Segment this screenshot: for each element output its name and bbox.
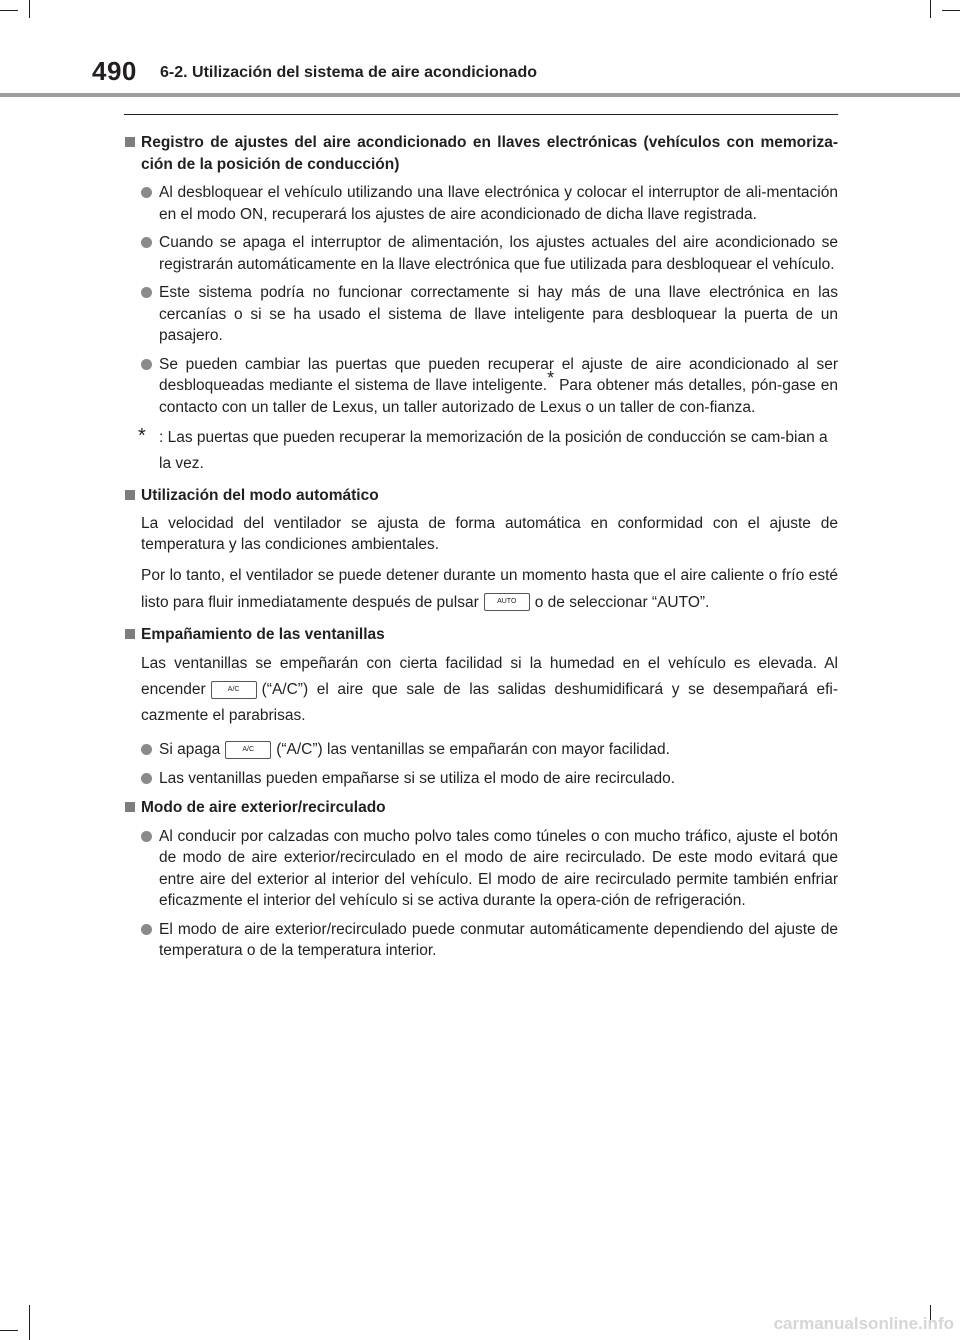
bullet-text: Las ventanillas pueden empañarse si se utiliza el modo de aire recirculado. [159, 769, 676, 787]
page-number: 490 [92, 56, 137, 86]
bullet-text: Al conducir por calzadas con mucho polvo tales como túneles o con mucho tráfico, ajuste el botón de modo de aire exterior/recirculado en el modo de aire recirculado. De este modo evitará que entre aire del exterior al interior del vehículo. El modo de aire recirculado permite también enfriar eficazmente el interior del vehículo si se activa durante la opera-ción de refrigeración. [159, 827, 838, 909]
paragraph-text: (“A/C”) el aire que sale de las salidas deshumidificará y se desempañará efi-cazmente el parabrisas. [141, 681, 838, 724]
heading-text: Modo de aire exterior/recirculado [141, 799, 386, 816]
round-bullet-icon [141, 287, 152, 298]
bullet-item [124, 182, 838, 225]
footnote-text: : Las puertas que pueden recuperar la memorización de la posición de conducción se cam-bian a la vez. [159, 429, 828, 472]
round-bullet-icon [141, 773, 152, 784]
ac-button-icon: A/C [211, 681, 257, 699]
round-bullet-icon [141, 924, 152, 935]
bullet-item [124, 826, 838, 912]
auto-button-icon: AUTO [484, 593, 530, 611]
bullet-text: Para obtener más detalles, pón-gase en contacto con un taller de Lexus, un taller autorizado de Lexus o un taller de con-fianza. [159, 377, 838, 416]
round-bullet-icon [141, 237, 152, 248]
bullet-item [124, 282, 838, 347]
paragraph-text: o de seleccionar “AUTO”. [534, 593, 710, 611]
crop-mark [29, 1305, 30, 1340]
bullet-item [124, 768, 838, 790]
paragraph: La velocidad del ventilador se ajusta de forma automática en conformidad con el ajuste de temperatura y las condiciones ambientales. [141, 514, 838, 553]
crop-mark [0, 1330, 18, 1331]
bullet-text: Se pueden cambiar las puertas que pueden recuperar el ajuste de aire acondicionado al ser desbloqueadas mediante el sistema de llave inteligente. [159, 355, 838, 394]
round-bullet-icon [141, 187, 152, 198]
bullet-item [124, 739, 838, 761]
bullet-text: Cuando se apaga el interruptor de alimentación, los ajustes actuales del aire acondicionado se registrarán automáticamente en la llave electrónica que fue utilizada para desbloquear el vehículo. [159, 234, 838, 273]
footnote-marker: * [547, 367, 555, 388]
section-heading [124, 132, 838, 175]
round-bullet-icon [141, 359, 152, 370]
square-bullet-icon [125, 137, 135, 147]
bullet-text: (“A/C”) las ventanillas se empañarán con mayor facilidad. [276, 741, 670, 758]
bullet-text: Si apaga [159, 741, 221, 758]
watermark: carmanualsonline.info [773, 1314, 954, 1333]
page-content [124, 124, 838, 962]
bullet-item [124, 919, 838, 962]
bullet-text: Este sistema podría no funcionar correctamente si hay más de una llave electrónica en las cercanías o si se ha usado el sistema de llave inteligente para desbloquear la puerta de un pasajero. [159, 284, 838, 344]
heading-text: Utilización del modo automático [141, 487, 379, 504]
content-divider [124, 114, 838, 115]
footnote-star: * [138, 425, 146, 447]
bullet-text: Al desbloquear el vehículo utilizando una llave electrónica y colocar el interruptor de ali-mentación en el modo ON, recuperará los ajustes de aire acondicionado de dicha llave registrada. [159, 184, 838, 223]
bullet-item [124, 354, 838, 419]
footnote [124, 425, 838, 477]
section-heading [124, 485, 838, 507]
heading-text: Empañamiento de las ventanillas [141, 625, 385, 643]
square-bullet-icon [125, 802, 135, 812]
paragraph [124, 651, 838, 729]
paragraph-text: Las ventanillas se empeñarán con cierta facilidad si la humedad en el vehículo es elevada. Al encender [141, 655, 838, 698]
page-header [0, 0, 960, 100]
bullet-item [124, 232, 838, 275]
ac-button-icon: A/C [225, 741, 271, 759]
section-heading [124, 624, 838, 646]
paragraph-text: Por lo tanto, el ventilador se puede detener durante un momento hasta que el aire caliente o frío esté listo para fluir inmediatamente después de pulsar [141, 566, 838, 611]
heading-text: Registro de ajustes del aire acondicionado en llaves electrónicas (vehículos con memoriza-ción de la posición de conducción) [141, 134, 838, 173]
header-divider [0, 93, 960, 97]
bullet-text: El modo de aire exterior/recirculado puede conmutar automáticamente dependiendo del ajuste de temperatura o de la temperatura interior. [159, 920, 838, 959]
square-bullet-icon [125, 490, 135, 500]
square-bullet-icon [125, 629, 135, 639]
section-heading [124, 797, 838, 819]
round-bullet-icon [141, 831, 152, 842]
round-bullet-icon [141, 744, 152, 755]
paragraph [124, 562, 838, 616]
section-title: 6-2. Utilización del sistema de aire acondicionado [160, 64, 537, 81]
